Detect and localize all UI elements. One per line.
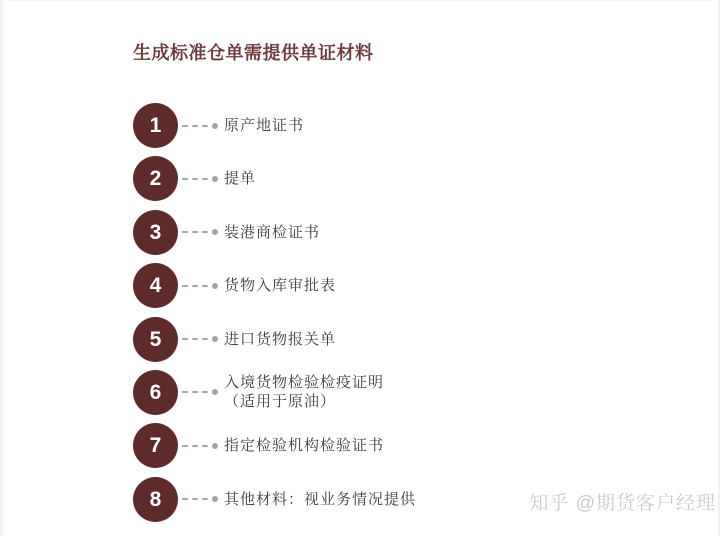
step-label: 其他材料：视业务情况提供 xyxy=(224,490,417,508)
dash-segment xyxy=(192,231,198,233)
step-number-badge xyxy=(133,477,178,522)
dash-segment xyxy=(202,285,208,287)
dash-segment xyxy=(192,498,198,500)
dash-segment xyxy=(202,178,208,180)
step-label: 入境货物检验检疫证明 （适用于原油） xyxy=(224,374,385,411)
dash-segment xyxy=(182,391,188,393)
list-item xyxy=(133,477,416,522)
step-number: 8 xyxy=(149,487,162,511)
dash-segment xyxy=(192,125,198,127)
step-label: 进口货物报关单 xyxy=(224,330,337,348)
step-number: 4 xyxy=(149,274,162,298)
step-number: 7 xyxy=(149,434,162,458)
step-number-badge xyxy=(133,263,178,308)
dashed-connector-icon xyxy=(182,229,218,235)
step-number-badge xyxy=(133,317,178,362)
step-number: 5 xyxy=(149,327,162,351)
step-number-badge xyxy=(133,210,178,255)
dash-segment xyxy=(202,338,208,340)
dash-segment xyxy=(182,231,188,233)
step-label: 装港商检证书 xyxy=(224,223,321,241)
dash-segment xyxy=(182,125,188,127)
dash-segment xyxy=(202,231,208,233)
watermark: 知乎 @期货客户经理 xyxy=(529,493,716,514)
dot-endpoint xyxy=(212,283,218,289)
list-item xyxy=(133,156,416,201)
dash-segment xyxy=(192,445,198,447)
dot-endpoint xyxy=(212,176,218,182)
dot-endpoint xyxy=(212,389,218,395)
step-label: 原产地证书 xyxy=(224,117,305,134)
step-number-badge xyxy=(133,156,178,201)
list-item xyxy=(133,423,416,468)
list-item xyxy=(133,263,416,308)
dot-endpoint xyxy=(212,443,218,449)
dashed-connector-icon xyxy=(182,123,218,129)
step-number-badge xyxy=(133,423,178,468)
dot-endpoint xyxy=(212,336,218,342)
dashed-connector-icon xyxy=(182,283,218,289)
step-number-badge xyxy=(133,370,178,415)
list-item xyxy=(133,210,416,255)
dash-segment xyxy=(182,178,188,180)
dash-segment xyxy=(202,391,208,393)
dash-segment xyxy=(202,125,208,127)
step-label: 货物入库审批表 xyxy=(224,277,337,295)
list-item xyxy=(133,103,416,148)
list-item xyxy=(133,317,416,362)
dash-segment xyxy=(192,178,198,180)
step-label: 指定检验机构检验证书 xyxy=(224,437,385,455)
step-number-badge xyxy=(133,103,178,148)
dash-segment xyxy=(202,445,208,447)
dash-segment xyxy=(192,285,198,287)
dash-segment xyxy=(202,498,208,500)
dashed-connector-icon xyxy=(182,443,218,449)
page-title: 生成标准仓单需提供单证材料 xyxy=(133,43,374,63)
dashed-connector-icon xyxy=(182,389,218,395)
step-label: 提单 xyxy=(224,170,257,188)
dash-segment xyxy=(182,445,188,447)
dot-endpoint xyxy=(212,496,218,502)
dashed-connector-icon xyxy=(182,176,218,182)
dashed-connector-icon xyxy=(182,336,218,342)
dash-segment xyxy=(192,338,198,340)
step-number: 6 xyxy=(149,380,162,404)
step-label-line2: （适用于原油） xyxy=(224,393,337,411)
dot-endpoint xyxy=(212,229,218,235)
dot-endpoint xyxy=(212,123,218,129)
dash-segment xyxy=(182,338,188,340)
step-number: 3 xyxy=(149,220,162,244)
dashed-connector-icon xyxy=(182,496,218,502)
steps-list xyxy=(133,103,416,522)
dash-segment xyxy=(192,391,198,393)
step-number: 1 xyxy=(149,114,162,137)
step-number: 2 xyxy=(149,167,162,191)
dash-segment xyxy=(182,285,188,287)
dash-segment xyxy=(182,498,188,500)
list-item xyxy=(133,370,416,415)
